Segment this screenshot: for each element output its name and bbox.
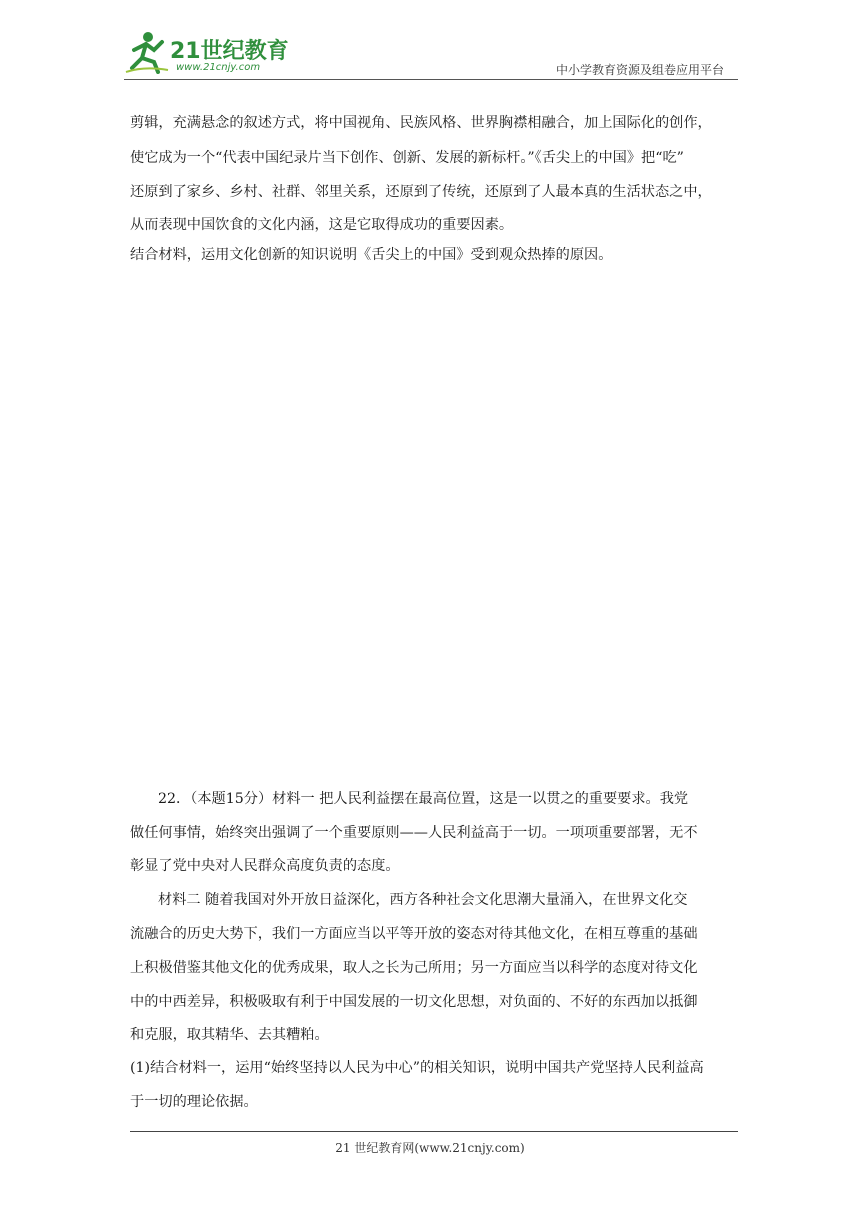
q22-subquestion-1-cont: 于一切的理论依据。 bbox=[130, 1094, 258, 1110]
site-logo[interactable] bbox=[124, 30, 294, 78]
q22-line-8: 和克服，取其精华、去其糟粕。 bbox=[130, 1027, 329, 1043]
body-line-2: 使它成为一个“代表中国纪录片当下创作、创新、发展的新标杆。”《舌尖上的中国》把“吃” bbox=[130, 150, 684, 166]
body-line-3: 还原到了家乡、乡村、社群、邻里关系，还原到了传统，还原到了人最本真的生活状态之中， bbox=[130, 184, 712, 200]
logo-text: 21世纪教育 bbox=[170, 39, 289, 64]
q22-line-2: 做任何事情，始终突出强调了一个重要原则——人民利益高于一切。一项项重要部署，无不 bbox=[130, 825, 698, 841]
body-line-1: 剪辑，充满悬念的叙述方式，将中国视角、民族风格、世界胸襟相融合，加上国际化的创作， bbox=[130, 115, 712, 131]
site-title: 中小学教育资源及组卷应用平台 bbox=[555, 63, 724, 77]
question-prompt: 结合材料，运用文化创新的知识说明《舌尖上的中国》受到观众热捧的原因。 bbox=[130, 247, 613, 263]
q22-subquestion-1: (1)结合材料一，运用“始终坚持以人民为中心”的相关知识，说明中国共产党坚持人民利益高 bbox=[130, 1060, 704, 1076]
q22-line-3: 彰显了党中央对人民群众高度负责的态度。 bbox=[130, 858, 400, 874]
q22-line-1: 22．（本题15分）材料一 把人民利益摆在最高位置，这是一以贯之的重要要求。我党 bbox=[158, 791, 689, 807]
header-divider bbox=[124, 79, 738, 80]
q22-line-5: 流融合的历史大势下，我们一方面应当以平等开放的姿态对待其他文化，在相互尊重的基础 bbox=[130, 926, 698, 942]
footer-divider bbox=[130, 1131, 738, 1132]
body-line-4: 从而表现中国饮食的文化内涵，这是它取得成功的重要因素。 bbox=[130, 217, 514, 233]
q22-line-7: 中的中西差异，积极吸取有利于中国发展的一切文化思想，对负面的、不好的东西加以抵御 bbox=[130, 994, 698, 1010]
q22-line-6: 上积极借鉴其他文化的优秀成果，取人之长为己所用；另一方面应当以科学的态度对待文化 bbox=[130, 960, 698, 976]
q22-line-4: 材料二 随着我国对外开放日益深化，西方各种社会文化思潮大量涌入，在世界文化交 bbox=[158, 892, 688, 908]
page-header bbox=[124, 30, 738, 80]
footer-text[interactable]: 21 世纪教育网(www.21cnjy.com) bbox=[335, 1141, 525, 1155]
runner-icon bbox=[124, 30, 170, 74]
logo-url: www.21cnjy.com bbox=[176, 62, 261, 73]
